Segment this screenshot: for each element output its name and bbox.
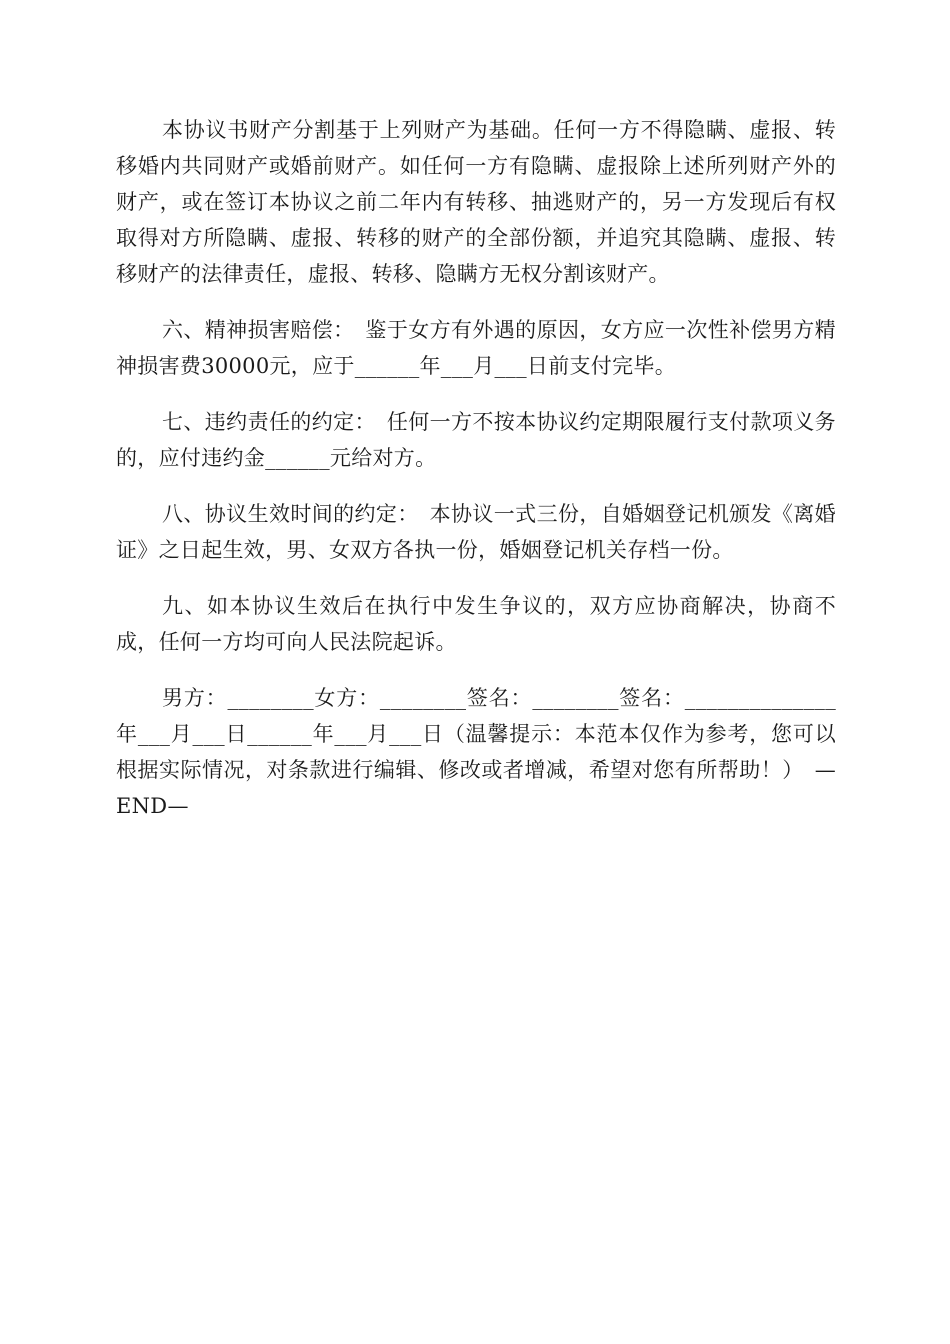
paragraph-clause-eight-effective: 八、协议生效时间的约定： 本协议一式三份，自婚姻登记机颁发《离婚证》之日起生效，男、女双方各执一份，婚姻登记机关存档一份。: [116, 502, 836, 562]
paragraph-clause-six-compensation: 六、精神损害赔偿： 鉴于女方有外遇的原因，女方应一次性补偿男方精神损害费30000元，应于______年___月___日前支付完毕。: [116, 318, 836, 378]
paragraph-signatures-and-note: 男方：________女方：________签名：________签名：______________年___月___日______年___月___日（温馨提示：本范本仅作为参考，您可以根据实际情况，对条款进行编辑、修改或者增减，希望对您有所帮助！） —END—: [116, 686, 836, 818]
paragraph-clause-nine-dispute: 九、如本协议生效后在执行中发生争议的，双方应协商解决，协商不成，任何一方均可向人民法院起诉。: [116, 594, 836, 654]
document-body: [116, 112, 836, 844]
paragraph-clause-seven-breach: 七、违约责任的约定： 任何一方不按本协议约定期限履行支付款项义务的，应付违约金______元给对方。: [116, 410, 836, 470]
paragraph-property-disclosure: 本协议书财产分割基于上列财产为基础。任何一方不得隐瞒、虚报、转移婚内共同财产或婚前财产。如任何一方有隐瞒、虚报除上述所列财产外的财产，或在签订本协议之前二年内有转移、抽逃财产的，另一方发现后有权取得对方所隐瞒、虚报、转移的财产的全部份额，并追究其隐瞒、虚报、转移财产的法律责任，虚报、转移、隐瞒方无权分割该财产。: [116, 118, 836, 286]
